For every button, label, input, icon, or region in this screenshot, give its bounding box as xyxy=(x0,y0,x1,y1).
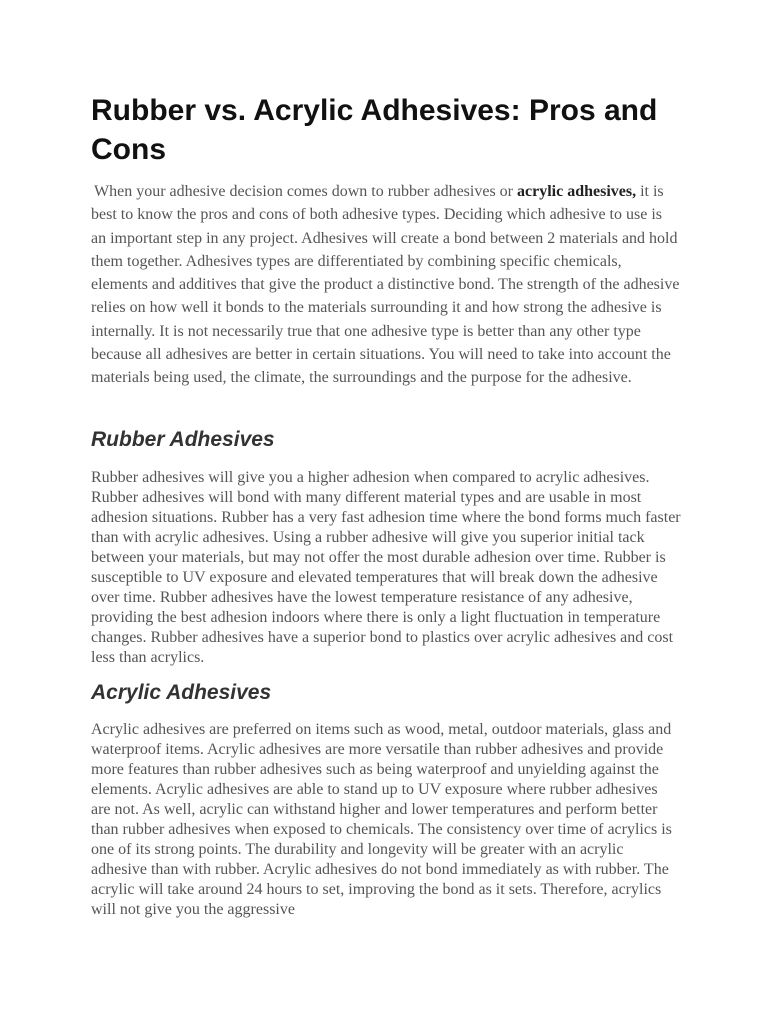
intro-paragraph xyxy=(91,180,681,390)
intro-bold-term: acrylic adhesives, xyxy=(517,183,637,200)
intro-text-start: When your adhesive decision comes down to rubber adhesives or xyxy=(94,183,517,200)
page-title: Rubber vs. Acrylic Adhesives: Pros and Cons xyxy=(91,94,658,166)
acrylic-adhesives-heading: Acrylic Adhesives xyxy=(91,681,272,704)
intro-text-end: it is best to know the pros and cons of both adhesive types. Deciding which adhesive to use is an important step in any project. Adhesives will create a bond between 2 materials and hold them together. Adhesives types are differentiated by combining specific chemicals, elements and additives that give the product a distinctive bond. The strength of the adhesive relies on how well it bonds to the materials surrounding it and how strong the adhesive is internally. It is not necessarily true that one adhesive type is better than any other type because all adhesives are better in certain situations. You will need to take into account the materials being used, the climate, the surroundings and the purpose for the adhesive. xyxy=(91,183,680,387)
acrylic-adhesives-paragraph: Acrylic adhesives are preferred on items such as wood, metal, outdoor materials, glass and waterproof items. Acrylic adhesives are more versatile than rubber adhesives and provide more features than rubber adhesives such as being waterproof and unyielding against the elements. Acrylic adhesives are able to stand up to UV exposure where rubber adhesives are not. As well, acrylic can withstand higher and lower temperatures and perform better than rubber adhesives when exposed to chemicals. The consistency over time of acrylics is one of its strong points. The durability and longevity will be greater with an acrylic adhesive than with rubber. Acrylic adhesives do not bond immediately as with rubber. The acrylic will take around 24 hours to set, improving the bond as it sets. Therefore, acrylics will not give you the aggressive xyxy=(91,721,672,918)
rubber-adhesives-paragraph: Rubber adhesives will give you a higher adhesion when compared to acrylic adhesives. Rubber adhesives will bond with many different material types and are usable in most adhesion situations. Rubber has a very fast adhesion time where the bond forms much faster than with acrylic adhesives. Using a rubber adhesive will give you superior initial tack between your materials, but may not offer the most durable adhesion over time. Rubber is susceptible to UV exposure and elevated temperatures that will break down the adhesive over time. Rubber adhesives have the lowest temperature resistance of any adhesive, providing the best adhesion indoors where there is only a light fluctuation in temperature changes. Rubber adhesives have a superior bond to plastics over acrylic adhesives and cost less than acrylics. xyxy=(91,469,681,666)
rubber-adhesives-heading: Rubber Adhesives xyxy=(91,428,275,451)
